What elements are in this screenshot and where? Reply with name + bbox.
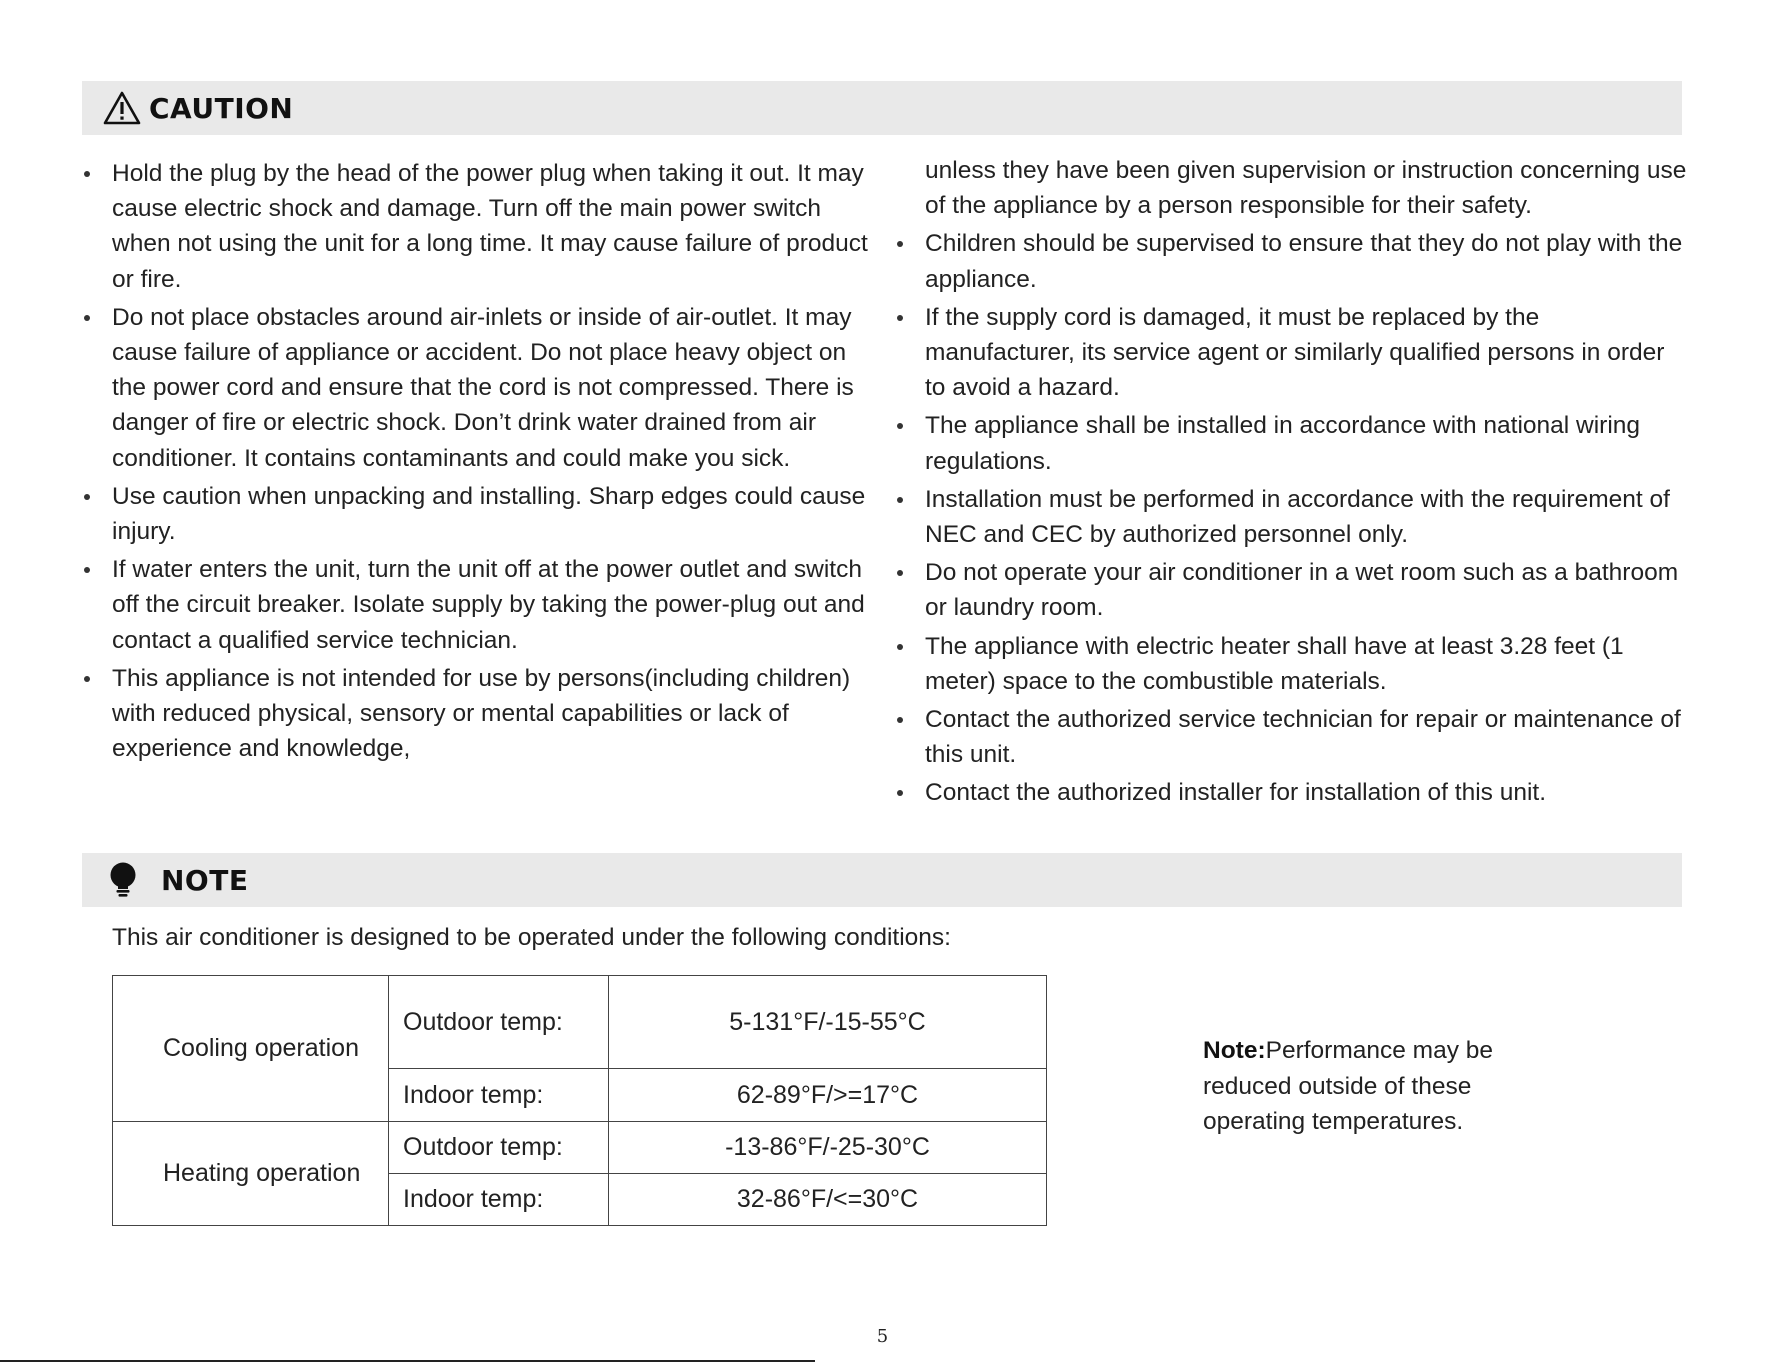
warning-triangle-icon xyxy=(103,91,141,125)
caution-item: Do not operate your air conditioner in a wet room such as a bathroom or laundry room. xyxy=(897,555,1687,625)
table-cell-value: -13-86°F/-25-30°C xyxy=(609,1122,1047,1174)
performance-note xyxy=(1203,1033,1543,1140)
caution-item: Do not place obstacles around air-inlets or inside of air-outlet. It may cause failure of appliance or accident. Do not place heavy object on the power cord and ensure that the cord is not compressed. There is danger of fire or electric shock. Don’t drink water drained from air conditioner. It contains contaminants and could make you sick. xyxy=(84,300,884,476)
page-number: 5 xyxy=(876,1326,889,1347)
caution-item-continuation: unless they have been given supervision or instruction concerning use of the appliance by a person responsible for their safety. xyxy=(925,157,1687,220)
caution-item: If the supply cord is damaged, it must be replaced by the manufacturer, its service agent or similarly qualified persons in order to avoid a hazard. xyxy=(897,300,1687,406)
performance-note-label: Note: xyxy=(1203,1037,1266,1064)
caution-item: Hold the plug by the head of the power plug when taking it out. It may cause electric shock and damage. Turn off the main power switch when not using the unit for a long time. It may cause failure of product or fire. xyxy=(84,156,884,297)
caution-item: Installation must be performed in accordance with the requirement of NEC and CEC by authorized personnel only. xyxy=(897,482,1687,552)
caution-title: CAUTION xyxy=(149,91,294,125)
cooling-operation-label: Cooling operation xyxy=(113,976,389,1122)
note-intro: This air conditioner is designed to be operated under the following conditions: xyxy=(112,924,951,951)
caution-item: Use caution when unpacking and installing. Sharp edges could cause injury. xyxy=(84,479,884,549)
caution-item: If water enters the unit, turn the unit off at the power outlet and switch off the circuit breaker. Isolate supply by taking the power-plug out and contact a qualified service technician. xyxy=(84,552,884,658)
table-cell-label: Indoor temp: xyxy=(389,1174,609,1226)
table-cell-value: 32-86°F/<=30°C xyxy=(609,1174,1047,1226)
table-row xyxy=(113,1122,1047,1174)
caution-item: Contact the authorized installer for installation of this unit. xyxy=(897,775,1687,810)
note-header xyxy=(82,853,1682,907)
table-cell-label: Outdoor temp: xyxy=(389,976,609,1069)
note-title: NOTE xyxy=(161,863,249,897)
caution-item: This appliance is not intended for use by persons(including children) with reduced physical, sensory or mental capabilities or lack of experience and knowledge, xyxy=(84,661,884,767)
caution-item: The appliance with electric heater shall have at least 3.28 feet (1 meter) space to the combustible materials. xyxy=(897,629,1687,699)
performance-note-text: Performance may be reduced outside of these operating temperatures. xyxy=(1203,1037,1494,1135)
caution-right-column xyxy=(897,153,1687,814)
caution-item: Contact the authorized service technician for repair or maintenance of this unit. xyxy=(897,702,1687,772)
caution-item: Children should be supervised to ensure that they do not play with the appliance. xyxy=(897,226,1687,296)
table-cell-value: 5-131°F/-15-55°C xyxy=(609,976,1047,1069)
caution-item: The appliance shall be installed in accordance with national wiring regulations. xyxy=(897,408,1687,478)
table-row xyxy=(113,976,1047,1069)
caution-left-column xyxy=(84,156,884,769)
operating-conditions-table xyxy=(112,975,1047,1226)
table-cell-label: Outdoor temp: xyxy=(389,1122,609,1174)
table-cell-value: 62-89°F/>=17°C xyxy=(609,1069,1047,1122)
lightbulb-icon xyxy=(107,862,139,898)
heating-operation-label: Heating operation xyxy=(113,1122,389,1226)
caution-header xyxy=(82,81,1682,135)
table-cell-label: Indoor temp: xyxy=(389,1069,609,1122)
